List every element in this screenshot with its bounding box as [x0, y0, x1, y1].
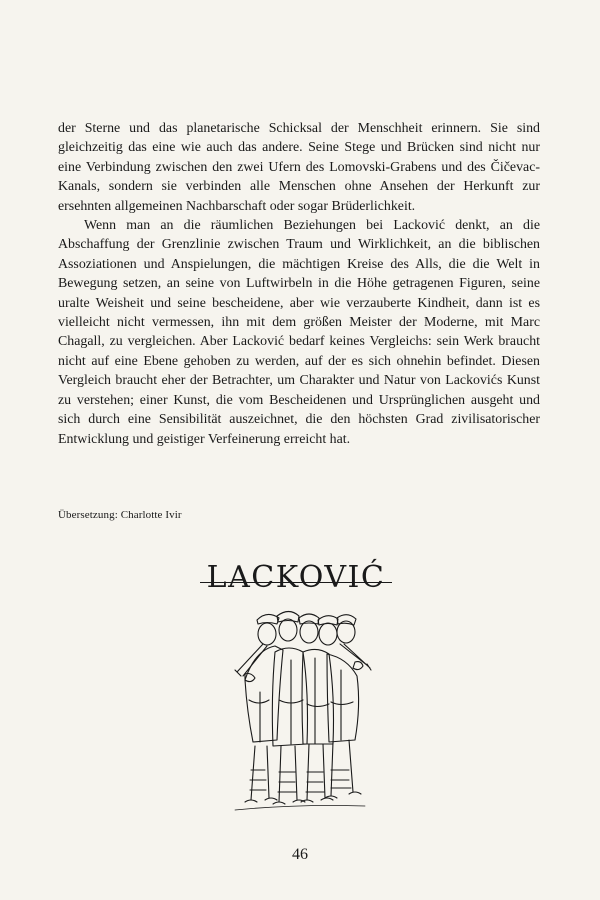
paragraph-2: Wenn man an die räumlichen Beziehungen bei Lacković denkt, an die Abschaffung der Grenzlinie zwischen Traum und Wirklichkeit, an die biblischen Assoziationen und Anspielungen, die mächtigen Kreise des Alls, die die Welt in Bewegung setzen, an seine von Luftwirbeln in die Höhe getragenen Figuren, seine uralte Weisheit und seine bescheidene, aber wie verzauberte Kindheit, dann ist es vielleicht nicht vermessen, ihn mit dem größen Meister der Moderne, mit Marc Chagall, zu vergleichen. Aber Lacković bedarf keines Vergleichs: sein Werk braucht nicht auf eine Ebene gehoben zu werden, auf der es sich ohnehin befindet. Diesen Vergleich braucht eher der Betrachter, um Charakter und Natur von Lackovićs Kunst zu verstehen; einer Kunst, die vom Bescheidenen und Ursprünglichen ausgeht und sich durch eine Sensibilität auszeichnet, die den höchsten Grad zivilisatorischer Entwicklung und geistiger Verfeinerung erreicht hat.: [58, 218, 540, 447]
logo-text: LACKOVIĆ: [206, 560, 386, 595]
page-number: 46: [292, 846, 308, 863]
musicians-illustration: [215, 600, 385, 822]
article-text: [58, 119, 540, 449]
logo-strike-line: [200, 582, 392, 583]
paragraph-1: der Sterne und das planetarische Schicksal der Menschheit erinnern. Sie sind gleichzeitig das eine wie auch das andere. Seine Stege und Brücken sind nicht nur eine Verbindung zwischen den zwei Ufern des Lomovski-Grabens und des Čičevac-Kanals, sondern sie verbinden alle Menschen ohne Ansehen der Herkunft zur ersehnten allgemeinen Nachbarschaft oder sogar Brüderlichkeit.: [58, 121, 540, 214]
translator-credit: Übersetzung: Charlotte Ivir: [58, 509, 182, 521]
